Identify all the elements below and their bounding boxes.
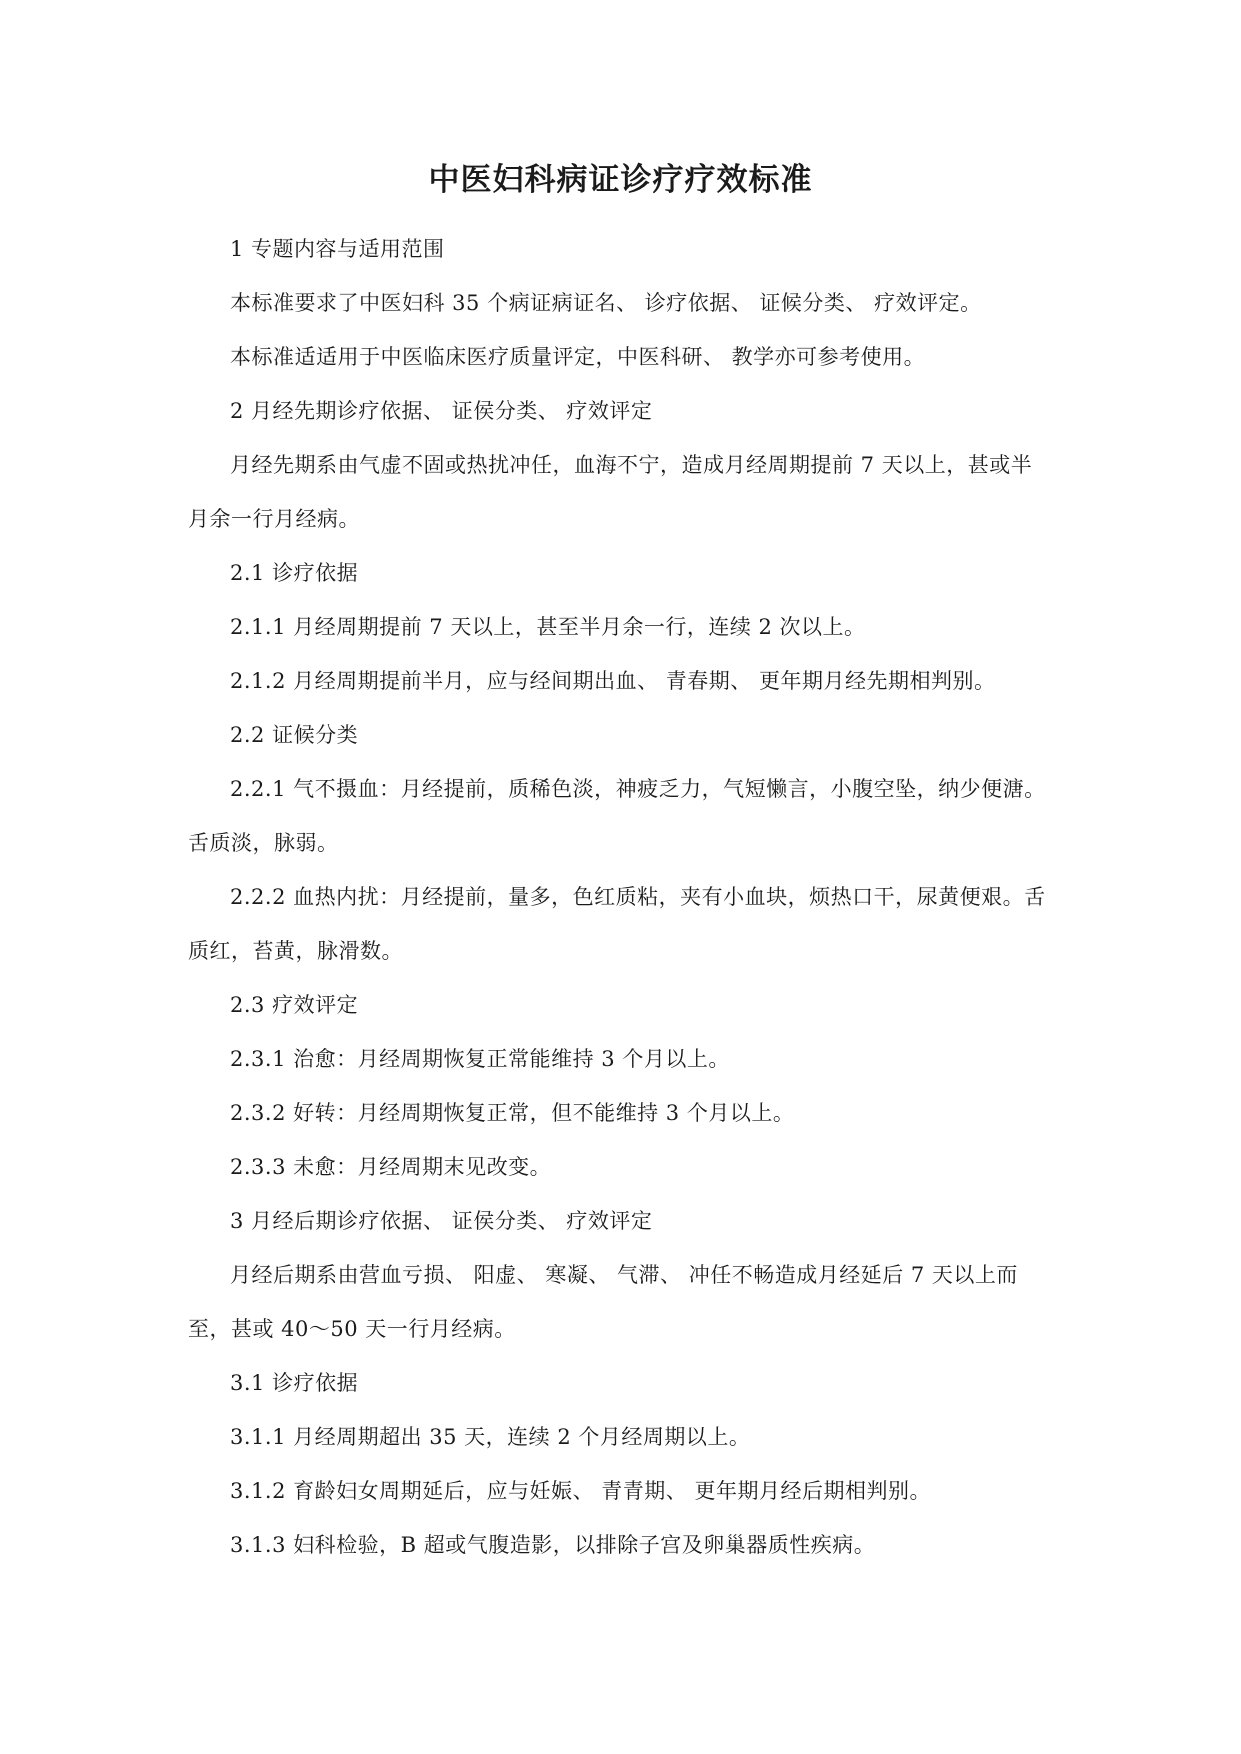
subsection-heading-2-3: 2.3 疗效评定 bbox=[230, 993, 359, 1017]
section-heading-3: 3 月经后期诊疗依据、 证侯分类、 疗效评定 bbox=[230, 1209, 653, 1233]
subsection-heading-2-2: 2.2 证候分类 bbox=[230, 723, 359, 747]
subsection-heading-3-1: 3.1 诊疗依据 bbox=[230, 1371, 359, 1395]
clause-2-3-2: 2.3.2 好转：月经周期恢复正常，但不能维持 3 个月以上。 bbox=[230, 1101, 795, 1125]
clause-2-2-1: 2.2.1 气不摄血：月经提前，质稀色淡，神疲乏力，气短懒言，小腹空坠，纳少便溏。舌质淡，脉弱。 bbox=[188, 777, 1046, 855]
clause-2-1-2: 2.1.2 月经周期提前半月，应与经间期出血、 青春期、 更年期月经先期相判别。 bbox=[230, 669, 996, 693]
clause-3-1-1: 3.1.1 月经周期超出 35 天，连续 2 个月经周期以上。 bbox=[230, 1425, 751, 1449]
subsection-heading-2-1: 2.1 诊疗依据 bbox=[230, 561, 359, 585]
document-title: 中医妇科病证诊疗疗效标准 bbox=[428, 162, 813, 198]
section-heading-1: 1 专题内容与适用范围 bbox=[230, 237, 445, 261]
body-paragraph: 本标准要求了中医妇科 35 个病证病证名、 诊疗依据、 证候分类、 疗效评定。 bbox=[230, 291, 982, 315]
document-body bbox=[188, 222, 1053, 1572]
clause-2-1-1: 2.1.1 月经周期提前 7 天以上，甚至半月余一行，连续 2 次以上。 bbox=[230, 615, 866, 639]
clause-2-3-3: 2.3.3 未愈：月经周期末见改变。 bbox=[230, 1155, 552, 1179]
clause-3-1-2: 3.1.2 育龄妇女周期延后，应与妊娠、 青青期、 更年期月经后期相判别。 bbox=[230, 1479, 931, 1503]
section-heading-2: 2 月经先期诊疗依据、 证侯分类、 疗效评定 bbox=[230, 399, 653, 423]
body-paragraph: 月经后期系由营血亏损、 阳虚、 寒凝、 气滞、 冲任不畅造成月经延后 7 天以上而至，甚或 40～50 天一行月经病。 bbox=[188, 1263, 1018, 1341]
clause-2-3-1: 2.3.1 治愈：月经周期恢复正常能维持 3 个月以上。 bbox=[230, 1047, 730, 1071]
clause-3-1-3: 3.1.3 妇科检验，B 超或气腹造影，以排除子宫及卵巢器质性疾病。 bbox=[230, 1533, 876, 1557]
body-paragraph: 本标准适适用于中医临床医疗质量评定，中医科研、 教学亦可参考使用。 bbox=[230, 345, 926, 369]
body-paragraph: 月经先期系由气虚不固或热扰冲任，血海不宁，造成月经周期提前 7 天以上，甚或半月余一行月经病。 bbox=[188, 453, 1033, 531]
clause-2-2-2: 2.2.2 血热内扰：月经提前，量多，色红质粘，夹有小血块，烦热口干，尿黄便艰。舌质红，苔黄，脉滑数。 bbox=[188, 885, 1046, 963]
